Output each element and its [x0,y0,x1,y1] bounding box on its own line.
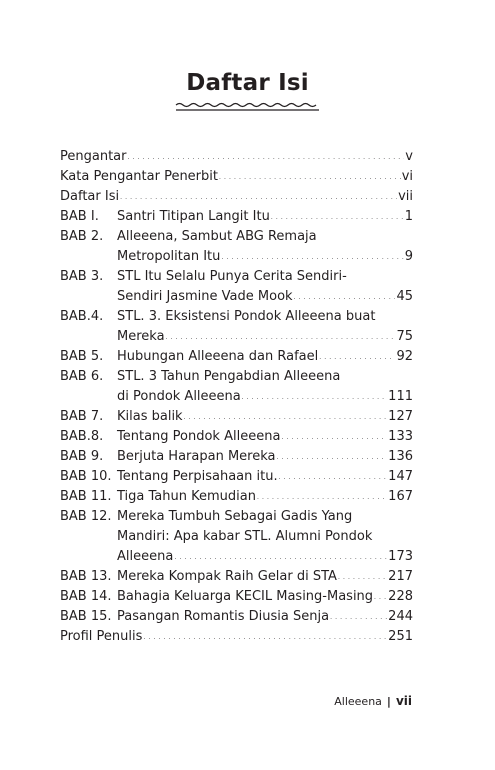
footer-page-number: vii [395,694,412,708]
toc-title: Tentang Pondok Alleeena [117,429,281,444]
toc-entry [60,567,413,587]
toc-title: Daftar Isi [60,189,120,204]
toc-dot-leader [221,255,403,261]
toc-entry [60,507,413,567]
toc-dot-leader [330,615,387,621]
wavy-underline-ornament-icon [175,102,320,112]
toc-page-number: 45 [396,289,413,304]
toc-entry [60,147,413,167]
toc-chapter-number: BAB 11. [60,489,112,504]
toc-entry [60,347,413,367]
toc-page-number: 167 [388,489,413,504]
toc-title: Santri Titipan Langit Itu [117,209,270,224]
toc-entry [60,227,413,267]
toc-page-number: 173 [388,549,413,564]
toc-dot-leader [127,155,404,161]
toc-entry [60,627,413,647]
toc-chapter-number: BAB 3. [60,269,104,284]
toc-dot-leader [219,175,401,181]
toc-dot-leader [174,555,387,561]
toc-page-number: 127 [388,409,413,424]
toc-chapter-number: BAB 7. [60,409,104,424]
toc-page-number: 133 [388,429,413,444]
toc-dot-leader [143,635,387,641]
toc-dot-leader [277,455,388,461]
toc-page-number: 244 [388,609,413,624]
page-footer [334,694,412,708]
toc-title: Berjuta Harapan Mereka [117,449,276,464]
toc-title: Hubungan Alleeena dan Rafael [117,349,319,364]
toc-chapter-number: BAB 6. [60,369,104,384]
toc-dot-leader [294,295,396,301]
toc-title: Mereka [117,329,165,344]
toc-entry [60,407,413,427]
toc-page-number: 92 [396,349,413,364]
toc-entry [60,187,413,207]
toc-entry [60,207,413,227]
toc-chapter-number: BAB 13. [60,569,112,584]
footer-separator: | [386,695,391,708]
toc-title-line: STL Itu Selalu Punya Cerita Sendiri- [117,269,347,284]
toc-title: di Pondok Alleeena [117,389,241,404]
toc-chapter-number: BAB.8. [60,429,104,444]
toc-page-number: 147 [388,469,413,484]
toc-entry [60,587,413,607]
page-title: Daftar Isi [186,70,309,96]
toc-dot-leader [184,415,388,421]
toc-entry [60,167,413,187]
footer-book-title: Alleeena [334,695,382,708]
toc-title-line: Mereka Tumbuh Sebagai Gadis Yang [117,509,353,524]
toc-title: Tentang Perpisahaan itu. [117,469,278,484]
toc-page-number: 75 [396,329,413,344]
toc-dot-leader [257,495,387,501]
toc-title-line: Alleeena, Sambut ABG Remaja [117,229,317,244]
toc-dot-leader [281,435,387,441]
toc-title: Alleeena [117,549,174,564]
toc-dot-leader [242,395,387,401]
toc-dot-leader [166,335,396,341]
toc-title: Tiga Tahun Kemudian [117,489,256,504]
toc-chapter-number: BAB 2. [60,229,104,244]
toc-entry [60,267,413,307]
toc-dot-leader [271,215,404,221]
toc-page-number: 9 [404,249,413,264]
toc-chapter-number: BAB 12. [60,509,112,524]
toc-dot-leader [319,355,395,361]
toc-entry [60,487,413,507]
toc-chapter-number: BAB 15. [60,609,112,624]
toc-title-line: STL. 3. Eksistensi Pondok Alleeena buat [117,309,376,324]
toc-entry [60,467,413,487]
toc-title: Sendiri Jasmine Vade Mook [117,289,293,304]
toc-dot-leader [374,595,387,601]
toc-title-line: STL. 3 Tahun Pengabdian Alleeena [117,369,341,384]
toc-chapter-number: BAB 9. [60,449,104,464]
toc-title: Pengantar [60,149,127,164]
toc-page-number: 136 [388,449,413,464]
toc-page-number: 228 [388,589,413,604]
toc-title: Kilas balik [117,409,183,424]
toc-title: Bahagia Keluarga KECIL Masing-Masing [117,589,374,604]
toc-dot-leader [120,195,397,201]
toc-page-number: 217 [388,569,413,584]
toc-title: Mereka Kompak Raih Gelar di STA [117,569,337,584]
toc-page-number: vii [398,189,413,204]
toc-dot-leader [279,475,388,481]
toc-page-number: vi [401,169,413,184]
toc-title: Profil Penulis [60,629,143,644]
toc-chapter-number: BAB I. [60,209,99,224]
table-of-contents [60,147,413,647]
toc-chapter-number: BAB 10. [60,469,112,484]
toc-entry [60,427,413,447]
toc-entry [60,307,413,347]
toc-title: Kata Pengantar Penerbit [60,169,218,184]
toc-entry [60,447,413,467]
toc-entry [60,607,413,627]
toc-title-line: Mandiri: Apa kabar STL. Alumni Pondok [117,529,373,544]
toc-page-number: 1 [404,209,413,224]
toc-entry [60,367,413,407]
toc-page-number: 111 [388,389,413,404]
toc-chapter-number: BAB.4. [60,309,104,324]
toc-page-number: v [405,149,413,164]
toc-page-number: 251 [388,629,413,644]
toc-title: Pasangan Romantis Diusia Senja [117,609,330,624]
toc-chapter-number: BAB 5. [60,349,104,364]
toc-title: Metropolitan Itu [117,249,221,264]
toc-dot-leader [338,575,387,581]
toc-chapter-number: BAB 14. [60,589,112,604]
